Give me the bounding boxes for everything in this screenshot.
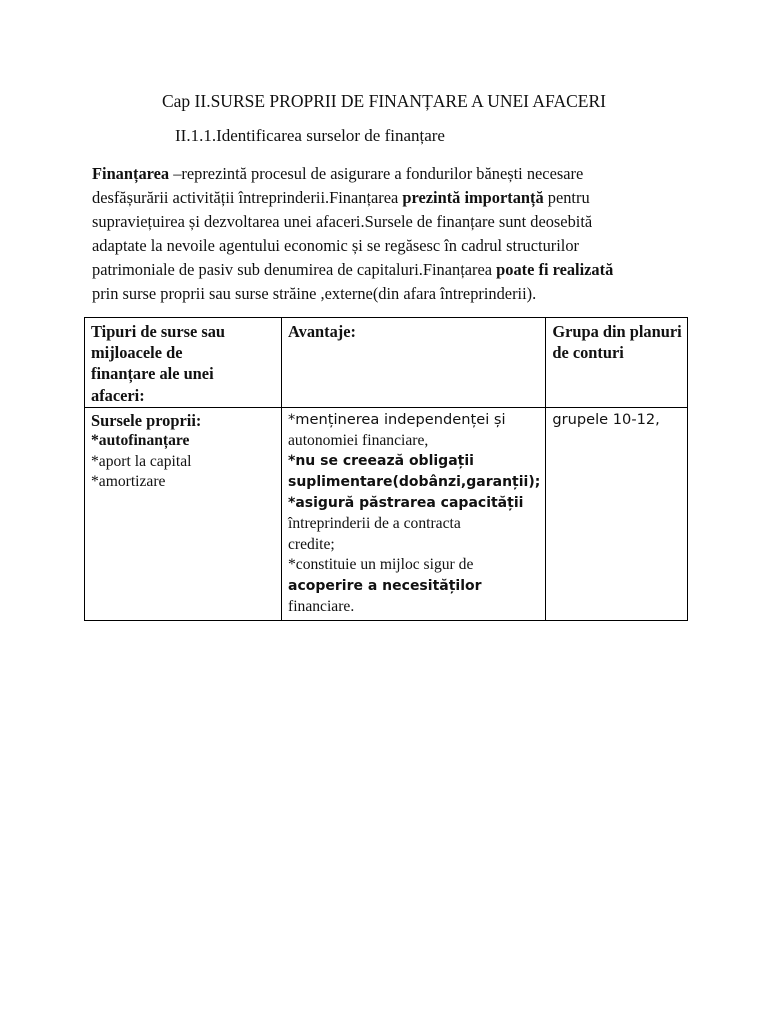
cell-account-group: [546, 407, 688, 620]
header-line: de conturi: [552, 343, 624, 363]
header-line: finanțare ale unei: [91, 364, 214, 384]
advantage-line: *nu se creează obligații: [288, 453, 474, 470]
advantage-line: *asigură păstrarea capacității: [288, 495, 524, 511]
intro-line-1: [92, 162, 692, 186]
financing-sources-table: [84, 317, 688, 621]
header-source-types: [85, 318, 282, 408]
list-item: *amortizare: [91, 473, 166, 491]
own-sources-title: Sursele proprii:: [91, 410, 202, 430]
intro-line-4: adaptate la nevoile agentului economic și se regăsesc în cadrul structurilor: [92, 235, 579, 255]
header-line: Grupa din planuri: [552, 322, 682, 341]
table-header-row: [85, 318, 688, 408]
advantage-line: financiare.: [288, 597, 355, 615]
intro-text: pentru: [543, 187, 590, 207]
advantage-line: acoperire a necesităților: [288, 578, 482, 595]
section-title: II.1.1.Identificarea surselor de finanțare: [175, 126, 445, 145]
header-line: Avantaje:: [288, 322, 356, 341]
advantage-line: credite;: [288, 535, 335, 553]
intro-line-6: prin surse proprii sau surse străine ,externe(din afara întreprinderii).: [92, 283, 537, 303]
header-advantages: [282, 318, 546, 408]
intro-text: –reprezintă procesul de asigurare a fondurilor bănești necesare: [169, 164, 584, 183]
intro-line-3: supraviețuirea și dezvoltarea unei afaceri.Sursele de finanțare sunt deosebită: [92, 211, 593, 231]
account-group-value: grupele 10-12,: [552, 410, 660, 428]
term-finantarea: Finanțarea: [92, 164, 170, 183]
advantage-line: autonomiei financiare,: [288, 431, 429, 449]
advantage-line: suplimentare(dobânzi,garanții);: [288, 474, 541, 491]
intro-text: desfășurării activității întreprinderii.Finanțarea: [92, 187, 403, 207]
intro-text: patrimoniale de pasiv sub denumirea de capitaluri.Finanțarea: [92, 259, 497, 279]
intro-line-5: [92, 258, 692, 282]
advantage-line: *constituie un mijloc sigur de: [288, 556, 474, 574]
chapter-title: Cap II.SURSE PROPRII DE FINANȚARE A UNEI AFACERI: [161, 91, 606, 111]
list-item: *aport la capital: [91, 452, 192, 470]
intro-paragraph: [92, 162, 692, 305]
header-line: mijloacele de: [91, 343, 183, 363]
advantage-line: *menținerea independenței și: [288, 410, 506, 428]
intro-line-2: [92, 186, 692, 210]
header-account-group: [546, 318, 688, 408]
header-line: Tipuri de surse sau: [91, 322, 226, 341]
intro-emphasis: poate fi realizată: [496, 259, 614, 279]
header-line: afaceri:: [91, 385, 145, 405]
cell-advantages: [282, 407, 546, 620]
list-item: *autofinanțare: [91, 431, 190, 449]
advantage-line: întreprinderii de a contracta: [288, 514, 461, 532]
intro-emphasis: prezintă importanță: [402, 187, 544, 207]
table-row: [85, 407, 688, 620]
cell-source-types: [85, 407, 282, 620]
